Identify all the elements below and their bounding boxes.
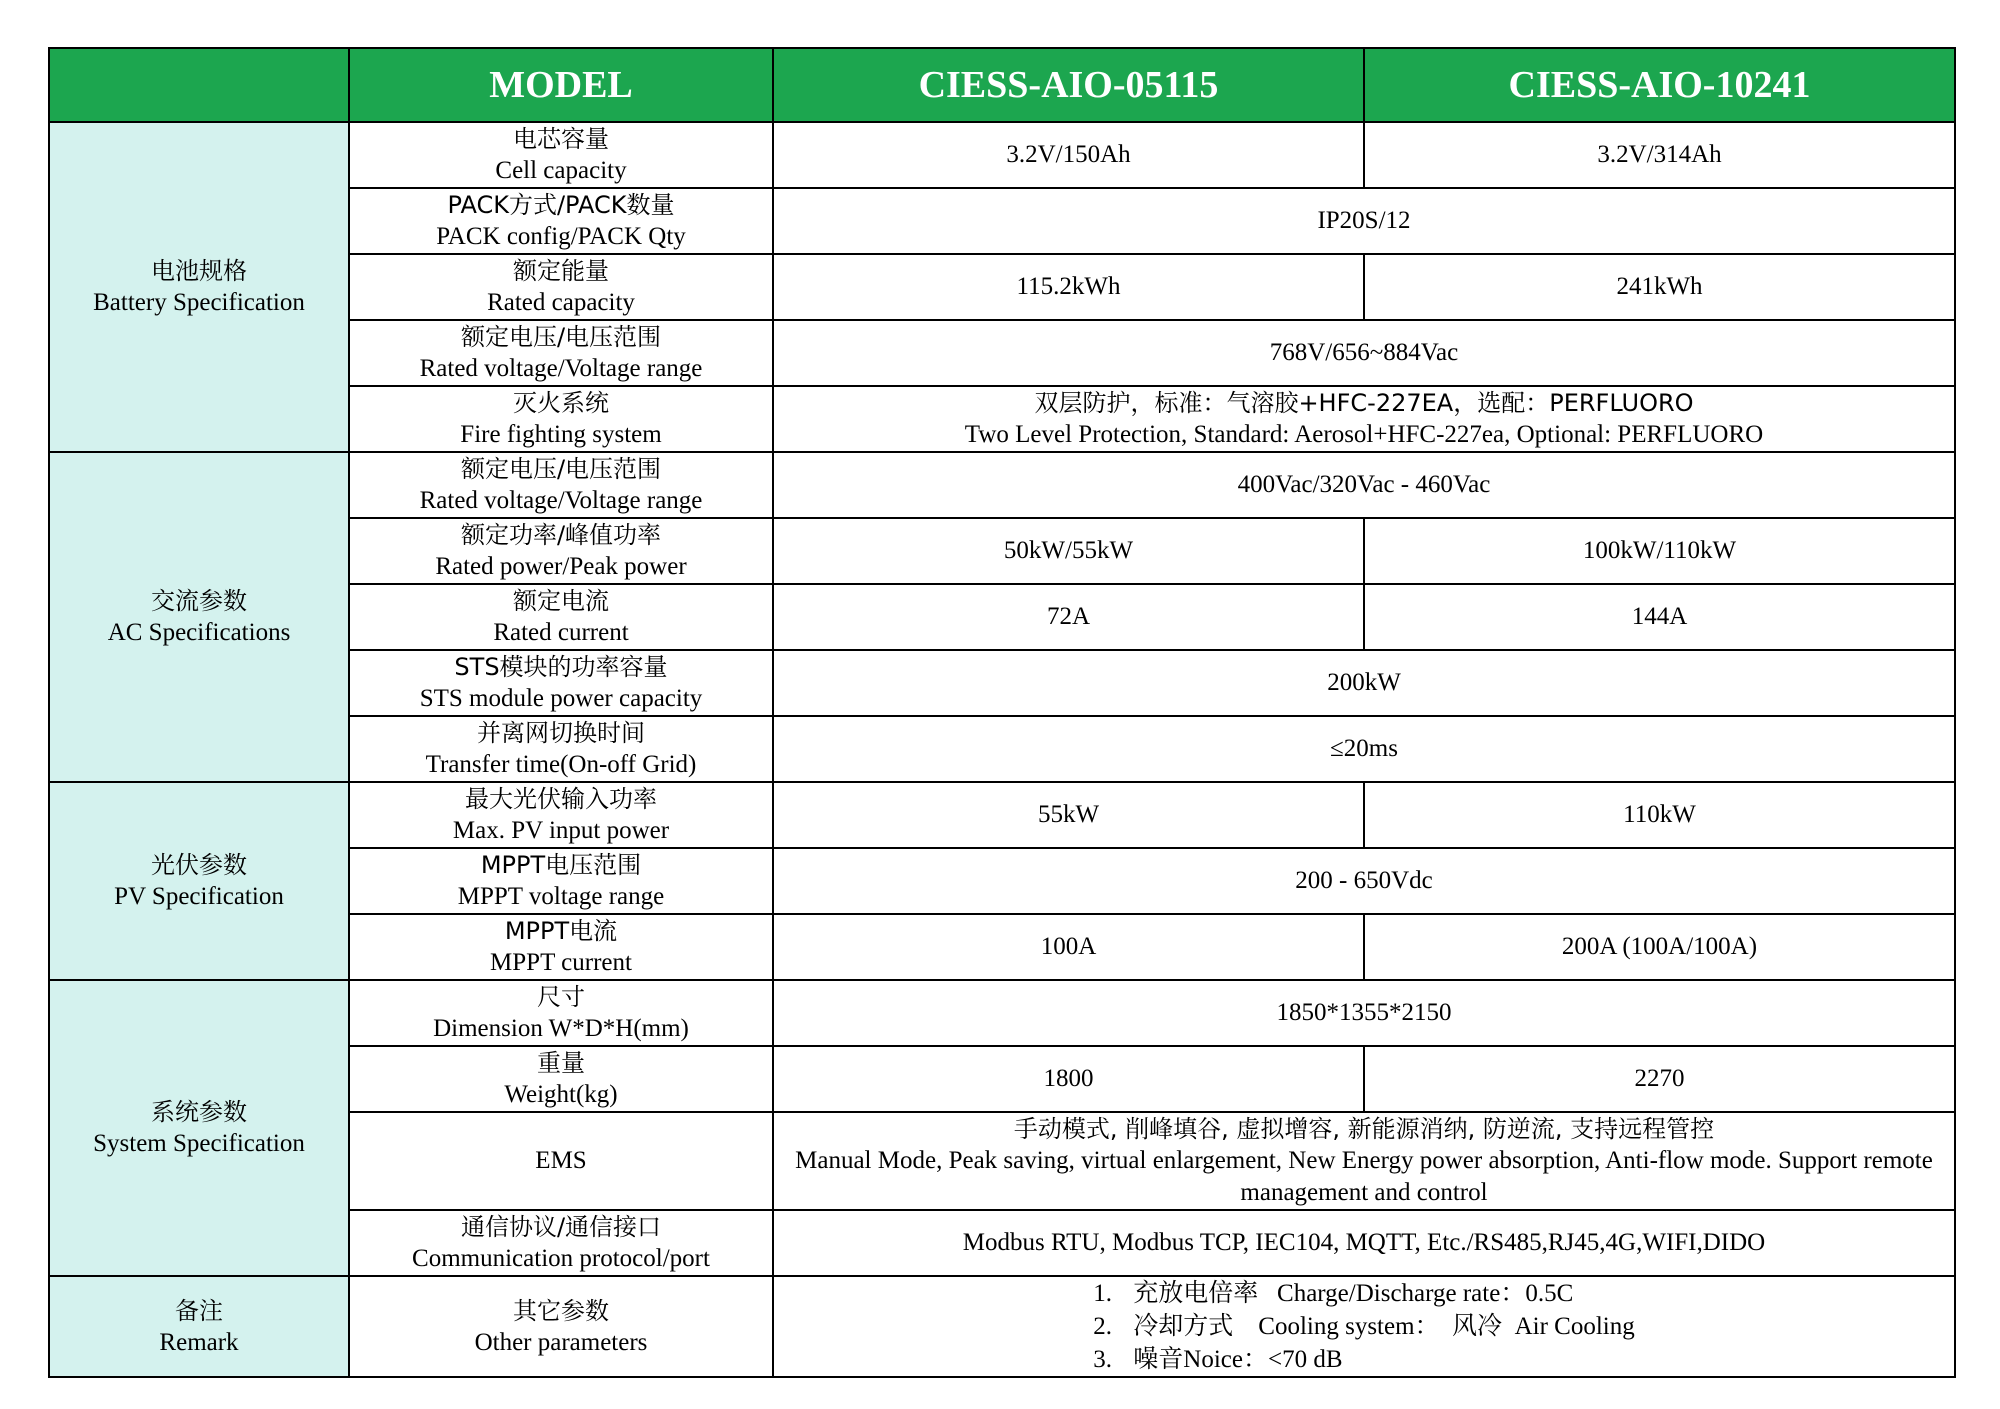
param-en: Fire fighting system xyxy=(460,421,662,448)
param-ems xyxy=(349,1112,773,1210)
param-en: STS module power capacity xyxy=(419,685,703,712)
list-item-en: Noice：<70 dB xyxy=(1183,1346,1343,1373)
param-zh: MPPT电压范围 xyxy=(480,851,642,879)
category-ac xyxy=(49,452,349,782)
value-shared: ≤20ms xyxy=(773,716,1955,782)
category-battery xyxy=(49,122,349,452)
category-pv xyxy=(49,782,349,980)
param-zh: 尺寸 xyxy=(537,983,585,1011)
header-model-b: CIESS-AIO-10241 xyxy=(1364,48,1955,122)
param-ac-voltage xyxy=(349,452,773,518)
param-en: Communication protocol/port xyxy=(412,1245,710,1272)
param-zh: 灭火系统 xyxy=(513,389,609,417)
value-b: 3.2V/314Ah xyxy=(1364,122,1955,188)
list-item-zh-2: 风冷 xyxy=(1452,1311,1503,1340)
value-zh: 手动模式, 削峰填谷, 虚拟增容, 新能源消纳, 防逆流, 支持远程管控 xyxy=(1013,1115,1715,1143)
value-en: Two Level Protection, Standard: Aerosol+HFC-227ea, Optional: PERFLUORO xyxy=(964,421,1764,448)
value-zh: 双层防护，标准：气溶胶+HFC-227EA，选配：PERFLUORO xyxy=(1034,389,1694,417)
value-shared: 400Vac/320Vac - 460Vac xyxy=(773,452,1955,518)
param-cell-capacity xyxy=(349,122,773,188)
value-a: 55kW xyxy=(773,782,1364,848)
row-ac-voltage xyxy=(49,452,1955,518)
list-item xyxy=(1093,1310,1634,1343)
header-model-a: CIESS-AIO-05115 xyxy=(773,48,1364,122)
header-model-label: MODEL xyxy=(349,48,773,122)
category-battery-zh: 电池规格 xyxy=(151,257,247,285)
category-ac-zh: 交流参数 xyxy=(151,587,247,615)
list-item xyxy=(1093,1343,1634,1376)
value-a: 50kW/55kW xyxy=(773,518,1364,584)
param-rated-power xyxy=(349,518,773,584)
list-number: 3. xyxy=(1093,1346,1113,1373)
param-zh: 额定电压/电压范围 xyxy=(460,323,662,351)
param-mppt-current xyxy=(349,914,773,980)
param-transfer-time xyxy=(349,716,773,782)
value-shared: IP20S/12 xyxy=(773,188,1955,254)
spec-table xyxy=(48,47,1956,1378)
param-zh: 额定电流 xyxy=(513,587,609,615)
param-en: Transfer time(On-off Grid) xyxy=(425,751,697,778)
category-pv-zh: 光伏参数 xyxy=(151,851,247,879)
value-b: 144A xyxy=(1364,584,1955,650)
param-en: Max. PV input power xyxy=(452,817,670,844)
param-zh: 并离网切换时间 xyxy=(477,719,645,747)
param-en: Rated voltage/Voltage range xyxy=(419,487,703,514)
param-zh: 额定能量 xyxy=(513,257,609,285)
param-zh: 最大光伏输入功率 xyxy=(465,785,657,813)
param-dimension xyxy=(349,980,773,1046)
param-en: Dimension W*D*H(mm) xyxy=(433,1015,689,1042)
param-rated-current xyxy=(349,584,773,650)
value-shared xyxy=(773,1112,1955,1210)
param-en: Cell capacity xyxy=(495,157,627,184)
list-item-zh: 噪音 xyxy=(1133,1344,1184,1373)
list-item-zh: 冷却方式 xyxy=(1133,1311,1234,1340)
category-remark xyxy=(49,1276,349,1377)
value-a: 3.2V/150Ah xyxy=(773,122,1364,188)
param-zh: 通信协议/通信接口 xyxy=(460,1213,662,1241)
param-en: MPPT current xyxy=(490,949,632,976)
param-pack-config xyxy=(349,188,773,254)
param-zh: 电芯容量 xyxy=(513,125,609,153)
list-item xyxy=(1093,1277,1634,1310)
param-other xyxy=(349,1276,773,1377)
category-system xyxy=(49,980,349,1276)
category-battery-en: Battery Specification xyxy=(93,289,305,316)
param-en: EMS xyxy=(535,1147,587,1174)
value-b: 200A (100A/100A) xyxy=(1364,914,1955,980)
value-shared: 200 - 650Vdc xyxy=(773,848,1955,914)
param-en: Rated power/Peak power xyxy=(435,553,687,580)
param-rated-capacity xyxy=(349,254,773,320)
param-en: PACK config/PACK Qty xyxy=(436,223,686,250)
value-a: 72A xyxy=(773,584,1364,650)
list-item-en: Charge/Discharge rate：0.5C xyxy=(1277,1280,1574,1307)
value-shared: 200kW xyxy=(773,650,1955,716)
param-en: MPPT voltage range xyxy=(457,883,665,910)
value-shared: 768V/656~884Vac xyxy=(773,320,1955,386)
param-weight xyxy=(349,1046,773,1112)
param-zh: MPPT电流 xyxy=(504,917,618,945)
param-zh: 额定电压/电压范围 xyxy=(460,455,662,483)
param-communication xyxy=(349,1210,773,1276)
category-system-en: System Specification xyxy=(93,1130,305,1157)
category-ac-en: AC Specifications xyxy=(107,619,291,646)
row-cell-capacity xyxy=(49,122,1955,188)
param-zh: 重量 xyxy=(537,1049,585,1077)
list-number: 2. xyxy=(1093,1313,1113,1340)
param-en: Rated current xyxy=(493,619,629,646)
param-en: Rated capacity xyxy=(487,289,635,316)
remark-list-cell xyxy=(773,1276,1955,1377)
param-en: Weight(kg) xyxy=(504,1081,618,1108)
param-en: Other parameters xyxy=(474,1328,648,1356)
row-pv-power xyxy=(49,782,1955,848)
row-other xyxy=(49,1276,1955,1377)
header-row xyxy=(49,48,1955,122)
value-a: 1800 xyxy=(773,1046,1364,1112)
value-shared: Modbus RTU, Modbus TCP, IEC104, MQTT, Etc./RS485,RJ45,4G,WIFI,DIDO xyxy=(773,1210,1955,1276)
value-shared xyxy=(773,386,1955,452)
list-item-en: Cooling system： xyxy=(1258,1313,1440,1340)
category-system-zh: 系统参数 xyxy=(151,1098,247,1126)
category-pv-en: PV Specification xyxy=(114,883,284,910)
value-a: 115.2kWh xyxy=(773,254,1364,320)
param-zh: 额定功率/峰值功率 xyxy=(460,521,662,549)
param-en: Rated voltage/Voltage range xyxy=(419,355,703,382)
list-item-en-2: Air Cooling xyxy=(1514,1313,1635,1340)
value-b: 241kWh xyxy=(1364,254,1955,320)
param-mppt-voltage xyxy=(349,848,773,914)
category-remark-zh: 备注 xyxy=(175,1296,223,1325)
value-en: Manual Mode, Peak saving, virtual enlargement, New Energy power absorption, Anti-flow mode. Support remote management and control xyxy=(795,1147,1933,1206)
value-b: 2270 xyxy=(1364,1046,1955,1112)
value-a: 100A xyxy=(773,914,1364,980)
list-number: 1. xyxy=(1093,1280,1113,1307)
list-item-zh: 充放电倍率 xyxy=(1133,1278,1259,1307)
param-zh: 其它参数 xyxy=(513,1296,609,1325)
category-remark-en: Remark xyxy=(159,1328,239,1356)
value-b: 100kW/110kW xyxy=(1364,518,1955,584)
param-battery-voltage xyxy=(349,320,773,386)
remark-list xyxy=(1093,1277,1634,1376)
header-corner xyxy=(49,48,349,122)
row-dimension xyxy=(49,980,1955,1046)
param-zh: PACK方式/PACK数量 xyxy=(447,191,675,219)
value-b: 110kW xyxy=(1364,782,1955,848)
param-zh: STS模块的功率容量 xyxy=(454,653,668,681)
param-pv-power xyxy=(349,782,773,848)
param-fire-fighting xyxy=(349,386,773,452)
param-sts-capacity xyxy=(349,650,773,716)
value-shared: 1850*1355*2150 xyxy=(773,980,1955,1046)
